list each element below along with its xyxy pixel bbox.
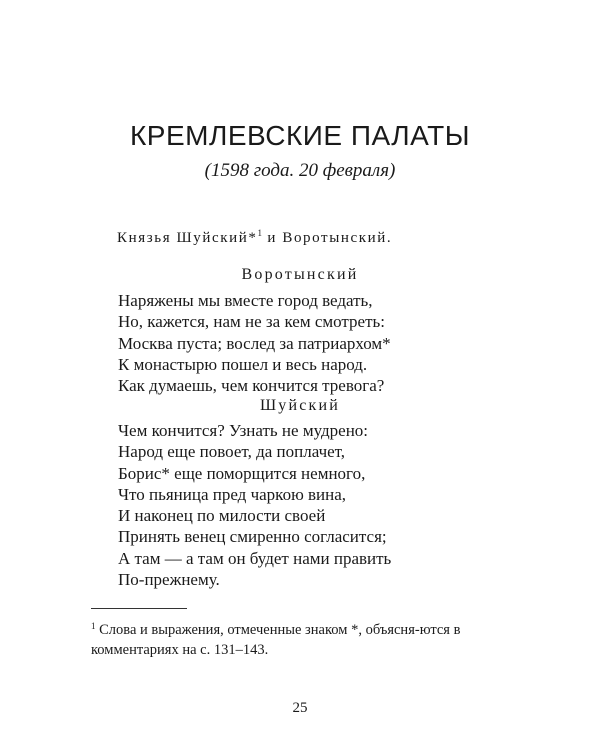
footnote: [91, 616, 511, 660]
verse-line: А там — а там он будет нами править: [118, 548, 392, 568]
footnote-text: Слова и выражения, отмеченные знаком *, объясня-ются в комментариях на с. 131–143.: [91, 622, 461, 658]
verse-block: [118, 420, 391, 590]
verse-line: Что пьяница пред чаркою вина,: [118, 484, 347, 504]
footnote-divider: [91, 608, 187, 609]
scene-title: КРЕМЛЕВСКИЕ ПАЛАТЫ: [129, 120, 471, 151]
speaker-name: Шуйский: [259, 397, 341, 414]
verse-line: Как думаешь, чем кончится тревога?: [118, 376, 385, 396]
verse-block: [118, 290, 391, 396]
verse-line: Москва пуста; вослед за патриархом*: [118, 333, 391, 353]
verse-line: Народ еще повоет, да поплачет,: [118, 442, 346, 462]
stage-direction-text: Князья Шуйский*: [117, 230, 258, 246]
verse-line: Принять венец смиренно согласится;: [118, 527, 387, 547]
verse-line: Чем кончится? Узнать не мудрено:: [118, 421, 369, 440]
stage-direction: [117, 228, 392, 247]
verse-line: К монастырю пошел и весь народ.: [118, 354, 368, 374]
footnote-marker: 1: [91, 621, 96, 631]
verse-line: По-прежнему.: [118, 570, 220, 590]
speaker-name: Воротынский: [241, 266, 359, 283]
verse-line: Но, кажется, нам не за кем смотреть:: [118, 312, 386, 332]
verse-line: И наконец по милости своей: [118, 506, 326, 526]
verse-line: Наряжены мы вместе город ведать,: [118, 291, 373, 310]
scene-date: (1598 года. 20 февраля): [204, 160, 396, 181]
verse-line: Борис* еще поморщится немного,: [118, 463, 366, 483]
footnote-marker: 1: [257, 228, 263, 238]
stage-direction-text-end: и Воротынский.: [262, 230, 393, 246]
page-number: 25: [292, 700, 308, 716]
